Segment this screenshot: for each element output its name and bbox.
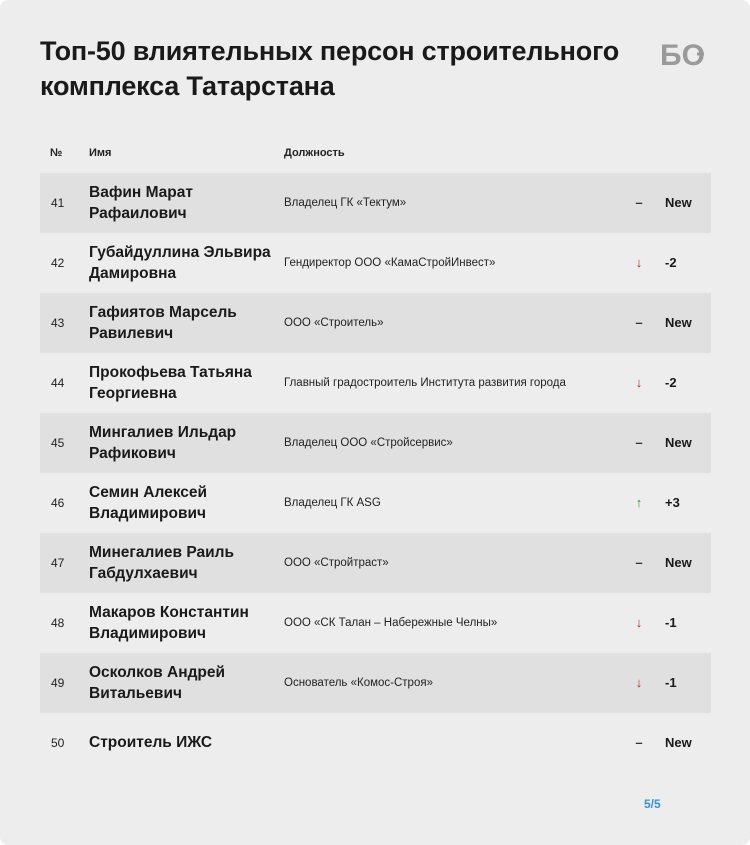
- rank-change: New: [665, 435, 692, 450]
- trend-dash-icon: –: [635, 735, 643, 750]
- row-number: 49: [51, 676, 65, 690]
- table-header: [40, 145, 711, 163]
- row-number: 41: [51, 196, 65, 210]
- row-number: 46: [51, 496, 65, 510]
- trend-dash-icon: –: [635, 435, 643, 450]
- person-position: Гендиректор ООО «КамаСтройИнвест»: [284, 257, 496, 269]
- person-position: Владелец ГК ASG: [284, 497, 381, 509]
- row-number: 42: [51, 256, 65, 270]
- person-name: Семин Алексей Владимирович: [89, 484, 208, 522]
- table-row: [40, 413, 711, 473]
- arrow-down-icon: ↓: [635, 255, 643, 270]
- rank-change: -1: [665, 615, 677, 630]
- person-name: Губайдуллина Эльвира Дамировна: [89, 244, 271, 282]
- rank-change: -2: [665, 255, 677, 270]
- row-number: 50: [51, 736, 65, 750]
- rank-change: New: [665, 555, 692, 570]
- table-row: [40, 593, 711, 653]
- rank-change: -2: [665, 375, 677, 390]
- table-row: [40, 173, 711, 233]
- rank-change: -1: [665, 675, 677, 690]
- trend-dash-icon: –: [635, 315, 643, 330]
- arrow-down-icon: ↓: [635, 615, 643, 630]
- column-header-position: Должность: [284, 147, 345, 159]
- arrow-down-icon: ↓: [635, 375, 643, 390]
- person-name: Вафин Марат Рафаилович: [89, 184, 193, 222]
- person-position: Владелец ГК «Тектум»: [284, 197, 407, 209]
- column-header-name: Имя: [89, 147, 112, 159]
- trend-dash-icon: –: [635, 555, 643, 570]
- person-position: ООО «СК Талан – Набережные Челны»: [284, 617, 498, 629]
- person-position: Главный градостроитель Института развития города: [284, 377, 566, 389]
- rank-change: +3: [665, 495, 680, 510]
- person-name: Осколков Андрей Витальевич: [89, 664, 226, 702]
- person-name: Прокофьева Татьяна Георгиевна: [89, 364, 252, 402]
- row-number: 45: [51, 436, 65, 450]
- rank-change: New: [665, 195, 692, 210]
- table-row: [40, 713, 711, 773]
- person-position: Владелец ООО «Стройсервис»: [284, 437, 453, 449]
- person-position: ООО «Стройтраст»: [284, 557, 389, 569]
- table-row: [40, 473, 711, 533]
- row-number: 47: [51, 556, 65, 570]
- person-name: Строитель ИЖС: [89, 734, 213, 751]
- table-row: [40, 353, 711, 413]
- rating-table: [40, 173, 711, 773]
- trend-dash-icon: –: [635, 195, 643, 210]
- person-position: Основатель «Комос-Строя»: [284, 677, 433, 689]
- row-number: 43: [51, 316, 65, 330]
- row-number: 48: [51, 616, 65, 630]
- person-name: Минегалиев Раиль Габдулхаевич: [89, 544, 234, 582]
- person-name: Макаров Константин Владимирович: [89, 604, 249, 642]
- page-indicator: 5/5: [644, 797, 661, 811]
- bo-logo: [660, 38, 712, 70]
- page-title: Топ-50 влиятельных персон строительного комплекса Татарстана: [40, 36, 620, 101]
- logo-text: БО: [660, 39, 705, 70]
- arrow-up-icon: ↑: [635, 495, 643, 510]
- row-number: 44: [51, 376, 65, 390]
- table-row: [40, 233, 711, 293]
- rank-change: New: [665, 315, 692, 330]
- person-name: Мингалиев Ильдар Рафикович: [89, 424, 237, 462]
- column-header-num: №: [50, 147, 63, 159]
- arrow-down-icon: ↓: [635, 675, 643, 690]
- table-row: [40, 533, 711, 593]
- person-position: ООО «Строитель»: [284, 317, 384, 329]
- rank-change: New: [665, 735, 692, 750]
- person-name: Гафиятов Марсель Равилевич: [89, 304, 237, 342]
- table-row: [40, 653, 711, 713]
- table-row: [40, 293, 711, 353]
